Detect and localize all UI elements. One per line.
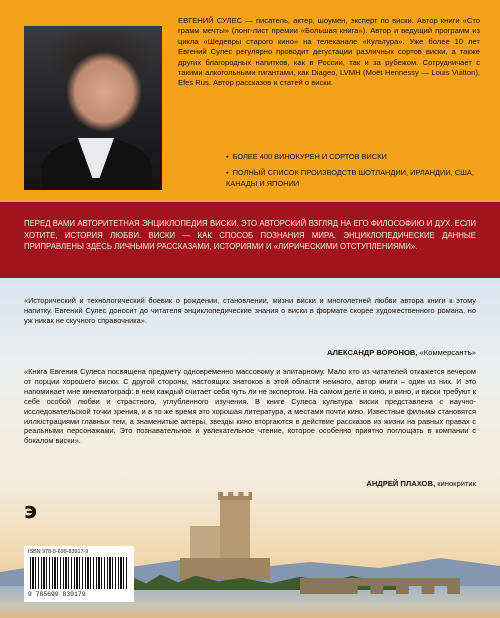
review-signature-1 bbox=[327, 348, 476, 357]
barcode bbox=[24, 546, 134, 602]
intro-band bbox=[0, 202, 500, 278]
feature-item bbox=[226, 168, 480, 189]
publisher-logo-icon: э bbox=[24, 499, 38, 524]
author-bio: ЕВГЕНИЙ СУЛЕС — писатель, актер, шоумен, эксперт по виски. Автор книги «Сто грамм мечты» (лонг-лист премии «Большая книга»). Автор и ведущий программ из цикла «Шедевры старого кино» на телеканале «Культура». Уже более 10 лет Евгений Сулес регулярно проводит дегустации различных сортов виски, а также других благородных напитков, как в России, так и за рубежом. Сотрудничает с такими алкогольными гигантами, как Diageo, LVMH (Moët Hennessy — Louis Vuitton), Efes Rus. Автор рассказов и статей о виски. bbox=[178, 16, 480, 88]
bullet-icon: • bbox=[226, 152, 229, 161]
review-quote-2: «Книга Евгения Сулеса посвящена предмету одновременно массовому и элитарному. Мало кто из читателей откажется вечером от порции хорошего виски. С другой стороны, настоящих знатоков в этой области немного, автор книги – один из них. И это напоминает мне кинематограф: в нем каждый считает себя чуть ли не экспертом. На самом деле и кино, и вино, и виски требуют к себе особой любви и страстного, углубленного изучения. В книге Сулеса культура виски представлена с научно-исследовательской точки зрения, и в то же время это хорошая литература, а местами почти кино. Известные фильмы становятся иллюстрациями главных тем, а знаменитые актеры, звезды кино вторгаются в действие рассказов из жизни на равных правах с реальными персонажами. Это познавательное и увлекательное чтение, которое особенно приятно поглощать в компании с бокалом виски». bbox=[24, 367, 476, 446]
reviewer-name: АНДРЕЙ ПЛАХОВ, bbox=[366, 479, 436, 488]
castle-illustration bbox=[180, 498, 270, 582]
author-photo bbox=[24, 26, 162, 190]
feature-text: ПОЛНЫЙ СПИСОК ПРОИЗВОДСТВ ШОТЛАНДИИ, ИРЛАНДИИ, США, КАНАДЫ И ЯПОНИИ bbox=[226, 168, 474, 188]
feature-item bbox=[226, 152, 480, 162]
review-quote-1: «Исторический и технологический боевик о рождении, становлении, жизни виски и многолетней любви автора книги к этому напитку. Евгений Сулес доносит до читателя энциклопедические знания о виски в формате скорее художественного романа, но уж никак не скучного справочника». bbox=[24, 296, 476, 325]
review-signature-2 bbox=[366, 479, 476, 488]
intro-text: ПЕРЕД ВАМИ АВТОРИТЕТНАЯ ЭНЦИКЛОПЕДИЯ ВИСКИ. ЭТО АВТОРСКИЙ ВЗГЛЯД НА ЕГО ФИЛОСОФИЮ И ДУХ. ЕСЛИ ХОТИТЕ, ИСТОРИЯ ЛЮБВИ. ВИСКИ — КАК СПОСОБ ПОЗНАНИЯ МИРА. ЭНЦИКЛОПЕДИЧЕСКИЕ ДАННЫЕ ПРИПРАВЛЕНЫ ЗДЕСЬ ЛИЧНЫМИ РАССКАЗАМИ, ИСТОРИЯМИ И «ЛИРИЧЕСКИМИ ОТСТУПЛЕНИЯМИ». bbox=[24, 219, 476, 252]
author-section bbox=[0, 0, 500, 202]
barcode-number: 9 785699 839179 bbox=[28, 591, 86, 598]
feature-text: БОЛЕЕ 400 ВИНОКУРЕН И СОРТОВ ВИСКИ bbox=[232, 152, 387, 161]
feature-list bbox=[226, 152, 480, 195]
barcode-bars bbox=[30, 557, 128, 589]
reviewer-role: кинокритик bbox=[437, 479, 476, 488]
reviewer-name: АЛЕКСАНДР ВОРОНОВ, bbox=[327, 348, 418, 357]
reviewer-role: «Коммерсантъ» bbox=[419, 348, 476, 357]
bullet-icon: • bbox=[226, 168, 229, 178]
isbn-text: ISBN 978-5-699-83917-9 bbox=[28, 549, 89, 555]
